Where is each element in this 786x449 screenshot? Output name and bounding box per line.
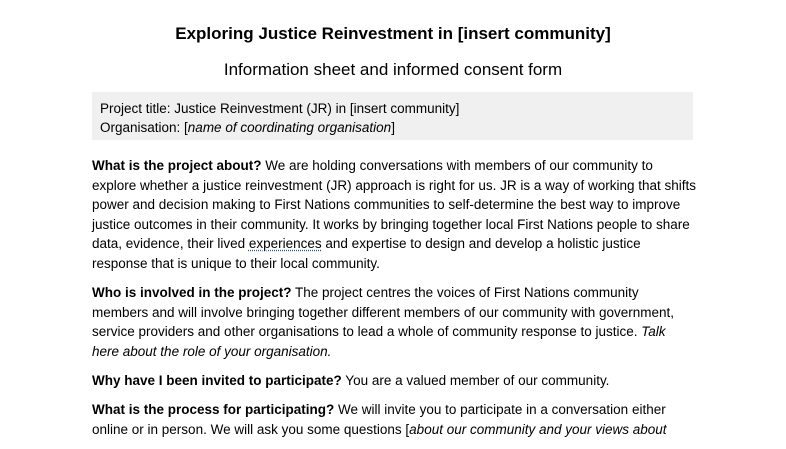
section-who-involved <box>92 283 696 361</box>
section-italic-note: Talk here about the role of your organisation. <box>92 324 666 359</box>
document-title: Exploring Justice Reinvestment in [insert community] <box>175 24 611 43</box>
section-why-invited <box>92 371 696 391</box>
section-heading: What is the project about? <box>92 158 262 173</box>
section-text: We are holding conversations with members of our community to explore whether a justice reinvestment (JR) approach is right for us. JR is a way of working that shifts power and decision making to First Nations communities to self-determine the best way to improve justice outcomes in their community. It works by bringing together local First Nations people to share data, evidence, their lived <box>92 158 696 252</box>
project-info-box <box>92 92 693 140</box>
spellcheck-flagged-word[interactable]: experiences <box>248 236 322 252</box>
section-heading: Who is involved in the project? <box>92 285 292 301</box>
section-process <box>92 400 696 439</box>
organisation-label: Organisation: [ <box>100 120 188 135</box>
section-heading: What is the process for participating? <box>92 402 335 418</box>
organisation-placeholder: name of coordinating organisation <box>187 120 392 135</box>
organisation-close-bracket: ] <box>391 120 395 135</box>
section-project-about <box>92 156 696 274</box>
organisation-line <box>100 118 685 137</box>
section-text: You are a valued member of our community. <box>341 372 610 388</box>
section-text-continued: and expertise to design and develop a holistic justice response that is unique to their local community. <box>92 236 641 271</box>
section-text: The project centres the voices of First Nations community members and will involve bringing together different members of our community with government, service providers and other organisations to lead a whole of community response to justice. <box>92 285 675 340</box>
section-heading: Why have I been invited to participate? <box>92 372 342 388</box>
project-title-line: Project title: Justice Reinvestment (JR) in [insert community] <box>100 101 460 116</box>
section-italic-note: about our community and your views about <box>409 421 667 437</box>
section-text: We will invite you to participate in a conversation either online or in person. We will ask you some questions [ <box>92 402 666 437</box>
document-subtitle: Information sheet and informed consent form <box>223 60 563 79</box>
document-body <box>92 156 696 449</box>
